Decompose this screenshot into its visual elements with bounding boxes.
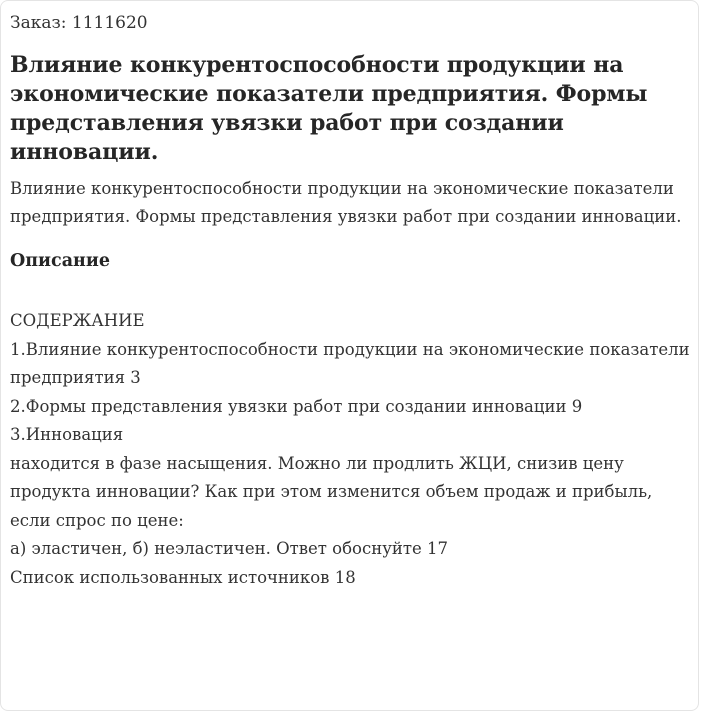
contents-item-3-answer: а) эластичен, б) неэластичен. Ответ обоснуйте 17: [10, 539, 449, 558]
contents-item-3: 3.Инновация: [10, 425, 124, 444]
contents-item-1: 1.Влияние конкурентоспособности продукции на экономические показатели предприятия 3: [10, 339, 690, 387]
description-body: [10, 307, 690, 592]
work-subtitle: Влияние конкурентоспособности продукции на экономические показатели предприятия. Формы представления увязки работ при создании инновации.: [10, 179, 682, 226]
contents-item-2: 2.Формы представления увязки работ при создании инновации 9: [10, 396, 583, 416]
order-number: Заказ: 1111620: [10, 13, 148, 33]
contents-sources: Список использованных источников 18: [10, 567, 356, 587]
card-content: [10, 11, 690, 592]
contents-item-3-text: находится в фазе насыщения. Можно ли продлить ЖЦИ, снизив цену продукта инновации? Как при этом изменится объем продаж и прибыль, если спрос по цене:: [10, 453, 653, 530]
description-heading: Описание: [10, 251, 110, 271]
work-title: Влияние конкурентоспособности продукции на экономические показатели предприятия. Формы представления увязки работ при создании инновации.: [10, 52, 648, 165]
contents-heading: СОДЕРЖАНИЕ: [10, 311, 145, 330]
